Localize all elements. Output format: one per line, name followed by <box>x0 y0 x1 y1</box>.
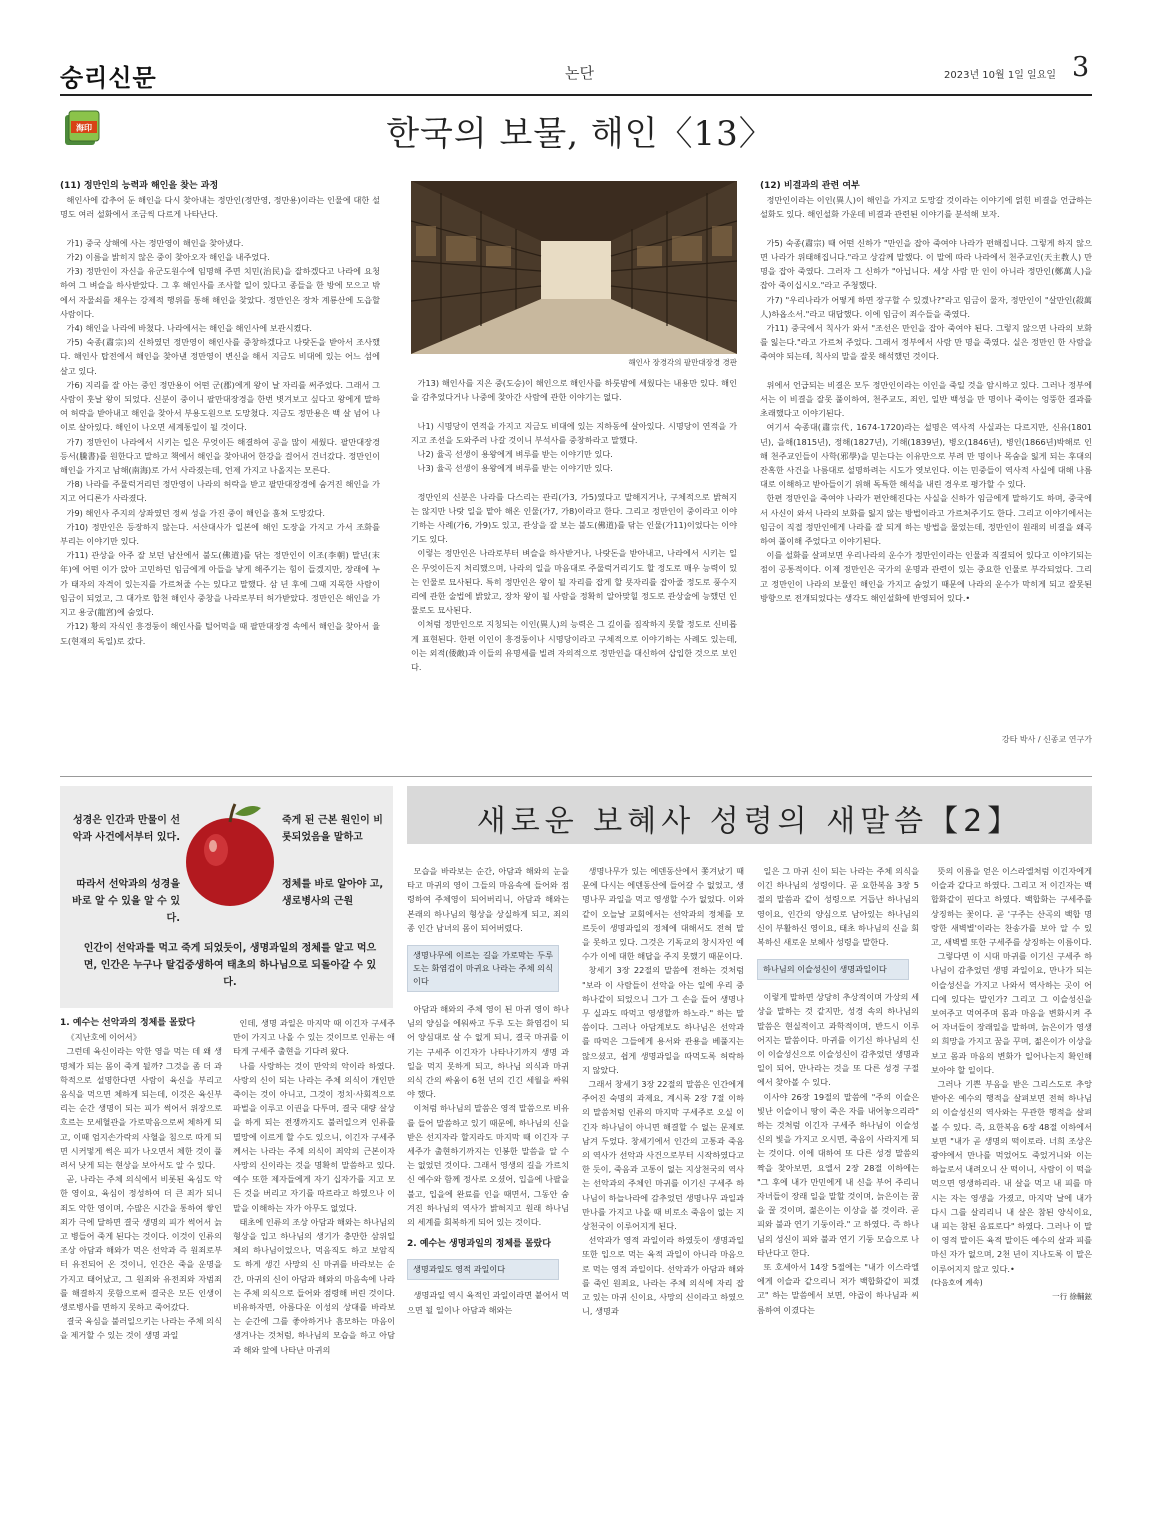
body-paragraph: 《지난호에 이어서》 <box>66 1032 141 1043</box>
body-paragraph: 가5) 숙종(肅宗)의 신하였던 정만영이 해인사를 중창하겠다고 나랏돈을 받아서 조사했다. 해인사 탑전에서 해인을 찾아낸 정만영이 변신을 해서 지금도 비대에 있는 어느 섬에 살고 있다. <box>60 337 380 376</box>
box-quote-left: 성경은 인간과 만물이 선악과 사건에서부터 있다. <box>72 815 180 843</box>
article2-banner <box>407 786 1092 844</box>
body-paragraph: 결국 육심을 불러일으키는 나라는 주체 의식을 제거할 수 있는 것이 생명 과일 <box>60 1316 222 1341</box>
body-paragraph: 가13) 해인사를 지은 중(도승)이 해인으로 해인사를 하룻밤에 세웠다는 내용만 있다. 해인을 감추었다거나 나중에 찾아간 사람에 관한 이야기는 없다. <box>411 378 737 403</box>
body-paragraph: 선악과가 영적 과일이라 하였듯이 생명과일 또한 입으로 먹는 육적 과일이 아니라 마음으로 먹는 영적 과일이다. 선악과가 아담과 해와를 죽인 원죄요, 나라는 주체 의식에 자리 잡고 있는 마귀 신이요, 사망의 신이라고 하였으니, 생명과 <box>582 1235 744 1317</box>
paper-name: 숭리신문 <box>60 64 157 92</box>
body-paragraph: 그렇다면 이 시대 마귀를 이기신 구세주 하나님이 감추었던 생명 과일이요, 만나가 되는 이슬성신을 가지고 나와서 역사하는 곳이 어디에 있다는 말인가? 그리고 그 이슬성신을 보여주고 먹여주며 몸과 마음을 변화시켜 주어 자녀들이 장래일을 말하며, 늙은이가 영생의 희망을 가지고 꿈을 꾸며, 젊은이가 이상을 보고 몸과 마음의 변화가 일어나는지 확인해 보아야 할 일이다. <box>931 951 1092 1075</box>
issue-date: 2023년 10월 1일 일요일 <box>944 70 1057 81</box>
article2-title: 새로운 보혜사 성령의 새말씀【2】 <box>476 804 1023 839</box>
body-paragraph <box>60 222 380 236</box>
body-paragraph: 이렇는 정만인은 나라로부터 벼슬을 하사받거나, 나랏돈을 받아내고, 나라에서 시키는 일은 무엇이든지 처리했으며, 나라의 일을 마음대로 주물럭거리기도 할 정도로 매우 능력이 있는 인물로 묘사된다. 특히 정만인은 왕이 될 자리를 잡게 할 묫자리를 잡아줄 정도로 풍수지리에 관한 술법에 밝았고, 장차 왕이 될 사람을 정확히 알아맞힐 정도로 관상술에 능했던 인물로도 묘사된다. <box>411 548 737 616</box>
body-paragraph: 아담과 해와의 주체 영이 된 마귀 영이 하나님의 양심을 에워싸고 두루 도는 화염검이 되어 양심대로 살 수 없게 되니, 결국 마귀를 이기는 구세주 이긴자가 나타나기까지 생명 과일을 먹지 못하게 되고, 하나님 의식과 마귀 의식 간의 싸움이 6천 년의 긴긴 세월을 싸워야 했다. <box>407 1004 569 1100</box>
section-heading: (11) 정만인의 능력과 해인을 찾는 과정 <box>60 181 219 191</box>
section-name: 논단 <box>565 64 594 82</box>
body-paragraph <box>760 222 1092 236</box>
article1-middle-column <box>411 376 737 674</box>
article1-left-column <box>60 179 380 648</box>
body-paragraph: 가8) 나라를 주물럭거리던 정만영이 나라의 허락을 받고 팔만대장경에 숨겨진 해인을 가지고 어디론가 사라졌다. <box>60 479 380 504</box>
masthead-rule <box>60 94 1092 96</box>
author-signature: 一行 徐輔鉉 <box>1052 1292 1092 1302</box>
article2-column-2 <box>233 1016 395 1357</box>
body-paragraph: 해인사에 갑추어 둔 해인을 다시 찾아내는 정만인(정만영, 정만용)이라는 인물에 대한 설명도 여러 설화에서 조금씩 다르게 나타난다. <box>60 195 380 220</box>
body-paragraph: 가11) 관상을 아주 잘 보던 남산에서 불도(佛道)를 닦는 정만인이 이조(李朝) 말년(末年)에 어떤 이가 앉아 고민하던 임금에게 아들을 낳게 해주기는 힘이 들겠지만, 장래에 누가 태자의 자격이 있는지를 가르쳐줄 수는 있다고 말했다. 삼 년 후에 그때 지목한 사람이 임금이 되었고, 그 대가로 합천 해인사 중창을 나라로부터 허가받았다. 정만인은 해인을 가지고 용궁(龍宮)에 숨었다. <box>60 550 380 618</box>
author-byline: 강타 박사 / 신종교 연구가 <box>1001 735 1092 744</box>
body-paragraph: 그러나 기쁜 부음을 받은 그리스도로 추앙받아온 예수의 행적을 살펴보면 전혀 하나님의 이슬성신의 역사와는 무관한 행적을 살펴볼 수 있다. 즉, 요한복음 6장 48절 이하에서 보면 "내가 곧 생명의 떡이로라. 너희 조상은 광야에서 만나를 먹었어도 죽었거니와 이는 하늘로서 내려오니 산 떡이니, 사람이 이 떡을 먹으면 영생하리라. 내 살을 먹고 내 피를 마시는 자는 영생을 가졌고, 마지막 날에 내가 다시 그를 살리리니 내 살은 참된 양식이요, 내 피는 참된 음료로다" 하였다. 그러나 이 말이 영적 말이든 육적 말이든 예수의 살과 피를 마신 자가 없으며, 2천 년이 지나도록 이 말은 이루어지지 않고 있다.• <box>931 1079 1092 1274</box>
continue-note: (다음호에 계속) <box>931 1277 983 1287</box>
body-paragraph: 일은 그 마귀 신이 되는 나라는 주체 의식을 이긴 하나님의 성령이다. 곧 요한복음 3장 5절의 말씀과 같이 성령으로 거듭난 하나님의 영이요, 인간의 양심으로 남아있는 하나님의 신이 부활하신 영이요, 태초 하나님의 신을 회복하신 새로운 보혜사 성령을 말한다. <box>757 866 919 948</box>
apple-illustration <box>183 800 278 910</box>
body-paragraph: 이렇게 말하면 상당히 추상적이며 가상의 세상을 말하는 것 같지만, 성경 속의 하나님의 말씀은 현실적이고 과학적이며, 반드시 이루어지는 말씀이다. 마귀를 이기신 하나님의 신이 이슬성신으로 이슬성신이 감추었던 생명과일이 되어, 만나라는 것을 또 다른 성경 구절에서 찾아볼 수 있다. <box>757 992 919 1088</box>
box-quote-right-2: 정체를 바로 알아야 고, 생로병사의 근원 <box>282 879 384 907</box>
body-paragraph: 태초에 인류의 조상 아담과 해와는 하나님의 형상을 입고 하나님의 생기가 충만한 삼위일체의 하나님이었으나, 먹음직도 하고 보암직도 하게 생긴 사망의 신 마귀를 바라보는 순간, 마귀의 신이 아담과 해와의 마음속에 나라는 주체 의식으로 들어와 점령해 버린 것이다. 비유하자면, 아름다운 이성의 상대를 바라보는 순간에 그를 좋아하거나 흠모하는 마음이 생겨나는 것처럼, 하나님의 모습을 하고 아담과 해와 앞에 나타난 마귀의 <box>233 1216 395 1355</box>
body-paragraph <box>411 475 737 489</box>
pull-quote: 생명나무에 이르는 길을 가로막는 두루 도는 화염검이 마귀요 나라는 주체 의식이다 <box>407 945 559 992</box>
body-paragraph: 나2) 율곡 선생이 용왕에게 벼루를 받는 이야기만 있다. <box>417 449 613 460</box>
body-paragraph: 이처럼 정만인으로 지칭되는 이인(異人)의 능력은 그 깊이를 짐작하지 못할 정도로 신비롭게 표현된다. 한편 이인이 흥경둥이나 시명당이라고 구체적으로 이야기하는 사례도 있는데, 이는 외적(倭敵)과 이들의 유명세를 빌려 자의적으로 정만인을 대신하여 삽입한 것으로 보인다. <box>411 619 737 673</box>
body-paragraph: 곧, 나라는 주체 의식에서 비롯된 육심도 악한 영이요, 육심이 정성하여 더 큰 죄가 되니 죄도 악한 영이며, 수많은 시간을 통하여 쌓인 죄가 극에 달하면 결국 생명의 피가 썩어서 늙고 병들어 죽게 된다는 것이다. 이것이 인류의 조상 아담과 해와가 먹은 선악과 즉 원죄로부터 유전되어 온 것이니, 인간은 죽을 운명을 가지고 태어났고, 그 원죄와 유전죄와 자범죄를 해결하지 못함으로써 결국은 모든 인생이 생로병사를 면하지 못하고 죽어갔다. <box>60 1174 222 1313</box>
tripitaka-storage-photo <box>411 181 737 354</box>
body-paragraph: 가5) 숙종(肅宗) 때 어떤 신하가 "만인을 잡아 죽여야 나라가 편해집니다. 그렇게 하지 않으면 나라가 위태해집니다."라고 상감께 말했다. 이 말에 따라 나라에서 천주교인(天主教人) 만 명을 잡아 죽였다. 그러자 그 신하가 "아닙니다. 세상 사람 만 인이 아니라 정만인(鄭萬人)을 잡아 죽이십시오."라고 주청했다. <box>760 237 1092 291</box>
logo-text: 海印 <box>76 123 92 133</box>
section-divider <box>60 776 1092 777</box>
body-paragraph: 가10) 정만인은 등장하지 않는다. 서산대사가 일본에 해인 도장을 가지고 가서 조화를 부리는 이야기만 있다. <box>60 521 380 547</box>
body-paragraph: 여기서 숙종대(肅宗代, 1674-1720)라는 설명은 역사적 사실과는 다르지만, 신유(1801년), 을해(1815년), 정해(1827년), 기해(1839년), 병오(1846년), 병인(1866년)박해로 인해 천주교인들이 사학(邪學)을 믿는다는 이유만으로 부려 만 명이나 목숨을 잃게 되는 후대의 잔혹한 사건을 나름대로 설명하려는 시도가 엿보인다. 이는 민중들이 역사적 사실에 대해 나름대로 이해하고 받아들이기 위해 독특한 해석을 내린 경우로 평가할 수 있다. <box>760 422 1092 490</box>
body-paragraph: 정만인이라는 이인(異人)이 해인을 가지고 도망갈 것이라는 이야기에 얽힌 비결을 언급하는 설화도 있다. 해인설화 가운데 비결과 관련된 이야기를 분석해 보자. <box>760 195 1092 220</box>
pull-quote: 생명과일도 영적 과일이다 <box>407 1259 559 1280</box>
article2-column-1 <box>60 1016 222 1343</box>
body-paragraph: 나3) 율곡 선생이 용왕에게 벼루를 받는 이야기만 있다. <box>417 463 613 474</box>
body-paragraph: 가2) 이름을 밝히지 않은 중이 찾아오자 해인을 내주었다. <box>66 252 270 263</box>
body-paragraph: 가1) 중국 상해에 사는 정만영이 해인을 찾아냈다. <box>66 237 244 248</box>
page-number: 3 <box>1072 52 1090 83</box>
body-paragraph: 가11) 중국에서 칙사가 와서 "조선은 만인을 잡아 죽여야 된다. 그렇지 않으면 나라의 보화를 잃는다."라고 가르쳐 주었다. 그래서 정부에서 사람 만 명을 죽였다. 실은 정만인 한 사람을 죽여야 되는데, 칙사의 말을 잘못 해석했던 것이다. <box>760 323 1092 362</box>
body-paragraph: 그런데 육신이라는 악한 영을 먹는 데 왜 생명체가 되는 몸이 죽게 될까? 그것을 좀 더 과학적으로 설명한다면 사람이 육신을 부리고 음식을 먹으면 체하게 되는데, 이것은 육신부리는 순간 생명이 되는 피가 썩어서 위장으로 흐르는 모세혈관을 가로막음으로써 체하게 되고, 이때 엄지손가락의 사혈을 침으로 따게 되면 시커멓게 썩은 피가 나오면서 체한 것이 풀려서 낫게 되는 현상을 보아서도 알 수 있다. <box>60 1046 222 1171</box>
body-paragraph: 가6) 지리를 잘 아는 중인 정만용이 어떤 군(郡)에게 왕이 날 자리를 써주었다. 그래서 그 사람이 훗날 왕이 되었다. 신분이 중이니 팔만대장경을 한번 볏겨보고 싶다고 왕에게 말하여 허락을 받아내고 해인을 찾아서 부용도원으로 도망쳤다. 지금도 정만용은 백 살 넘어 나이로 살아있다. 해인이 나오면 세계통일이 될 것이다. <box>60 379 380 433</box>
box-quote-left-2: 따라서 선악과의 성경을 바로 알 수 있을 알 수 있다. <box>72 879 180 924</box>
body-paragraph: 가7) "우리나라가 어떻게 하면 장구할 수 있겠나?"라고 임금이 물자, 정만인이 "살만인(殺萬人)하옵소서."라고 대답했다. 이에 임금이 죄수들을 죽였다. <box>760 294 1092 319</box>
section-heading: 2. 예수는 생명과일의 정체를 몰랐다 <box>407 1239 551 1250</box>
body-paragraph: 가3) 정만인이 자신을 유군도원수에 임명해 주면 치민(治民)을 잘하겠다고 나라에 요청하여 그 벼슬을 하사받았다. 그 후 해인사를 조사할 일이 있다고 종들을 한 방에 모으고 밖에서 자물쇠를 채우는 강제적 행위를 통해 해인을 찾았다. 정만인은 장차 계룡산에 도읍할 사람이다. <box>60 266 380 319</box>
body-paragraph: 생명과일 역시 육적인 과일이라면 붙어서 먹으면 될 일이나 아담과 해와는 <box>407 1290 569 1315</box>
article2-column-6 <box>931 864 1092 1304</box>
body-paragraph: 한편 정만인을 죽여야 나라가 편안해진다는 사실을 신하가 임금에게 말하기도 하며, 중국에서 사신이 와서 나라의 보화를 잃지 않는 방법이라고 가르쳐주기도 한다. 그리고 이야기에서는 임금이 직접 정만인에게 나라를 잘 되게 하는 방법을 물었는데, 정만인이 원래의 비결을 왜곡하여 풀이해 주었다고 이야기된다. <box>760 493 1092 547</box>
article-title: 한국의 보물, 해인〈13〉 <box>386 114 774 154</box>
body-paragraph: 가12) 황의 자식인 흥경둥이 해인사를 털어먹을 때 팔만대장경 속에서 해인을 찾아서 율도(현재의 독일)로 갔다. <box>60 621 380 646</box>
body-paragraph <box>411 404 737 418</box>
body-paragraph: 생명나무가 있는 에덴동산에서 쫓겨났기 때문에 다시는 에덴동산에 들어갈 수 없었고, 생명나무 과일을 먹고 영생할 수가 없었다. 이와 같이 오늘날 교회에서는 선악과의 정체를 모르듯이 생명과일의 정체에 대해서도 전혀 말을 못하고 있다. 그것은 기독교의 창시자인 예수가 이에 대한 해답을 주지 못했기 때문이다. <box>582 866 744 962</box>
body-paragraph: 가9) 해인사 주지의 상좌였던 정씨 성을 가진 중이 해인을 훔쳐 도망갔다. <box>66 507 326 518</box>
body-paragraph: 창세기 3장 22절의 말씀에 전하는 것처럼 "보라 이 사람들이 선악을 아는 일에 우리 중 하나같이 되었으니 그가 그 손을 들어 생명나무 실과도 따먹고 영생할까 하노라." 하는 말씀이다. 그러나 아담계보도 하나님은 선악과를 따먹은 그들에게 용서와 관용을 베풀지는 않으셨고, 쉽게 생명과일을 따먹도록 허락하지 않았다. <box>582 965 744 1075</box>
body-paragraph: 뜻의 이름을 얻은 이스라엘처럼 이긴자에게 이슬과 같다고 하였다. 그리고 저 이긴자는 백합화같이 핀다고 하였다. 백합화는 구세주를 상징하는 꽃이다. 곧 '구주는 산곡의 백합 명랑한 새벽별'이라는 찬송가를 보아 알 수 있고, 새벽별 또한 구세주를 상징하는 이름이다. <box>931 866 1092 948</box>
box-quote-bottom: 인간이 선악과를 먹고 죽게 되었듯이, 생명과일의 정체를 알고 먹으면, 인간은 누구나 탈겁중생하여 태초의 하나님으로 되돌아갈 수 있다. <box>83 943 377 988</box>
article2-column-3 <box>407 864 569 1317</box>
section-heading: 1. 예수는 선악과의 정체를 몰랐다 <box>60 1018 196 1028</box>
body-paragraph: 이를 설화를 살펴보면 우리나라의 운수가 정만인이라는 인물과 직결되어 있다고 이야기되는 점이 공통적이다. 이제 정만인은 국가의 운명과 관련이 있는 중요한 인물로 부각되었다. 그리고 정만인이 나라의 보물인 해인을 가지고 숨었기 때문에 나라의 운수가 막히게 되고 잘못된 방향으로 전개되었다는 생각도 해인설화에 반영되어 있다.• <box>760 550 1092 603</box>
body-paragraph: 나1) 시명당이 연적을 가지고 지금도 비대에 있는 지하동에 살아있다. 시명당이 연적을 가지고 조선을 도와주러 나갈 것이니 부석사를 중창하라고 말했다. <box>411 420 737 445</box>
article2-column-5 <box>757 864 919 1317</box>
section-heading: (12) 비결과의 관련 여부 <box>760 181 860 191</box>
haein-seal-logo <box>62 108 102 148</box>
body-paragraph: 정만인의 신분은 나라를 다스리는 관리(가3, 가5)였다고 말해지거나, 구체적으로 밝혀지는 않지만 나랏 일을 맡아 해온 인물(가7, 가8)이라고 한다. 그리고 정만인이 중이라고 이야기하는 사례(가6, 가9)도 있고, 관상을 잘 보는 불도(佛道)를 닦는 인물(가11)이었다는 이야기도 있다. <box>411 491 737 545</box>
article1-right-column <box>760 179 1092 605</box>
body-paragraph: 모습을 바라보는 순간, 아담과 해와의 눈을 타고 마귀의 영이 그들의 마음속에 들어와 점령하여 주체영이 되어버리니, 아담과 해와는 본래의 하나님의 형상을 상실하게 되고, 죄의 종 인간 남녀의 몸이 되어버렸다. <box>407 866 569 933</box>
body-paragraph: 또 호세아서 14장 5절에는 "내가 이스라엘에게 이슬과 같으리니 저가 백합화같이 피겠고" 하는 말씀에서 보면, 야곱이 하나님과 씨름하여 이겼다는 <box>757 1262 919 1315</box>
body-paragraph: 위에서 언급되는 비결은 모두 정만인이라는 이인을 죽일 것을 암시하고 있다. 그러나 정부에서는 이 비결을 잘못 풀이하여, 천주교도, 죄인, 일반 백성을 만 명이나 죽이는 엉뚱한 결과를 초래했다고 이야기된다. <box>760 379 1092 419</box>
masthead <box>60 52 1095 96</box>
body-paragraph: 그래서 창세기 3장 22절의 말씀은 인간에게 주어진 숙명의 과제요, 계시록 2장 7절 이하의 말씀처럼 인류의 마지막 구세주로 오실 이긴자 하나님이 아니면 해결할 수 없는 문제로 남겨 두었다. 창세기에서 인간의 고통과 죽음의 역사가 선악과 사건으로부터 시작하였다고 한 듯이, 죽음과 고통이 없는 지상천국의 역사는 선악과의 주체인 마귀를 이기신 구세주 하나님이 하늘나라에 감추었던 생명나무 과일과 만나를 가지고 나올 때 비로소 죽음이 없는 지상천국이 이루어지게 된다. <box>582 1079 744 1232</box>
article2-column-4 <box>582 864 744 1319</box>
body-paragraph: 인데, 생명 과일은 마지막 때 이긴자 구세주만이 가지고 나올 수 있는 것이므로 인류는 애타게 구세주 출현을 기다려 왔다. <box>233 1018 395 1057</box>
pull-quote: 하나님의 이슬성신이 생명과일이다 <box>757 959 909 980</box>
body-paragraph: 이처럼 하나님의 말씀은 영적 말씀으로 비유를 들어 말씀하고 있기 때문에, 하나님의 신을 받은 선지자라 할지라도 마지막 때 이긴자 구세주가 출현하기까지는 인봉한 말씀을 알 수는 없었던 것이다. 그래서 영생의 길을 가르치신 예수와 함께 정사로 오셨어, 입을에 나팔을 불고, 입을에 완료를 인을 때면서, 그동안 숨겨진 하나님의 역사가 밝혀지고 원래 하나님의 세계를 회복하게 되어 있는 것이다. <box>407 1103 569 1228</box>
body-paragraph: 나를 사랑하는 것이 만악의 악이라 하였다. 사랑의 신이 되는 나라는 주체 의식이 개인만 죽이는 것이 아니고, 그것이 정치·사회적으로 파벌을 이루고 이권을 다투며, 결국 대량 살상을 하게 되는 전쟁까지도 불러일으켜 인류를 멸망에 이르게 할 수도 있으니, 이긴자 구세주께서는 나라는 주체 의식이 죄악의 근본이자 사망의 신이라는 것을 명확히 말씀하고 있다. 예수 또한 제자들에게 자기 십자가를 지고 모든 것을 버리고 자기를 따르라고 하였으나 이 말을 이해하는 자가 아무도 없었다. <box>233 1060 395 1213</box>
box-quote-right: 죽게 된 근본 원인이 비롯되었음을 말하고 <box>282 815 383 843</box>
body-paragraph: 가7) 정만인이 나라에서 시키는 일은 무엇이든 해결하여 공을 많이 세웠다. 팔만대장경 등서(騰書)를 원한다고 말하고 책에서 해인을 찾아내어 한강을 걸어서 건너갔다. 정만인이 해인을 가지고 남해(南海)로 가서 사라졌는데, 언제 가지고 나올지는 모른다. <box>60 436 380 476</box>
photo-caption: 해인사 장경각의 팔만대장경 경판 <box>628 358 737 367</box>
body-paragraph: 가4) 해인을 나라에 바쳤다. 나라에서는 해인을 해인사에 보관시켰다. <box>66 323 312 334</box>
body-paragraph <box>760 364 1092 378</box>
body-paragraph: 이사야 26장 19절의 말씀에 "주의 이슬은 빛난 이슬이니 땅이 죽은 자를 내어놓으리라" 하는 것처럼 이긴자 구세주 하나님이 이슬성신의 빛을 가지고 오시면, 죽음이 사라지게 되는 것이다. 이에 대하여 또 다른 성경 말씀의 짝을 찾아보면, 요엘서 2장 28절 이하에는 "그 후에 내가 만민에게 내 신을 부어 주리니 자녀들이 장래 일을 말할 것이며, 늙은이는 꿈을 꿀 것이며, 젊은이는 이상을 볼 것이라. 곧 피와 불과 연기 기둥이라." 고 하였다. 즉 하나님의 성신이 피와 불과 연기 기둥 모습으로 나타난다고 한다. <box>757 1091 919 1258</box>
